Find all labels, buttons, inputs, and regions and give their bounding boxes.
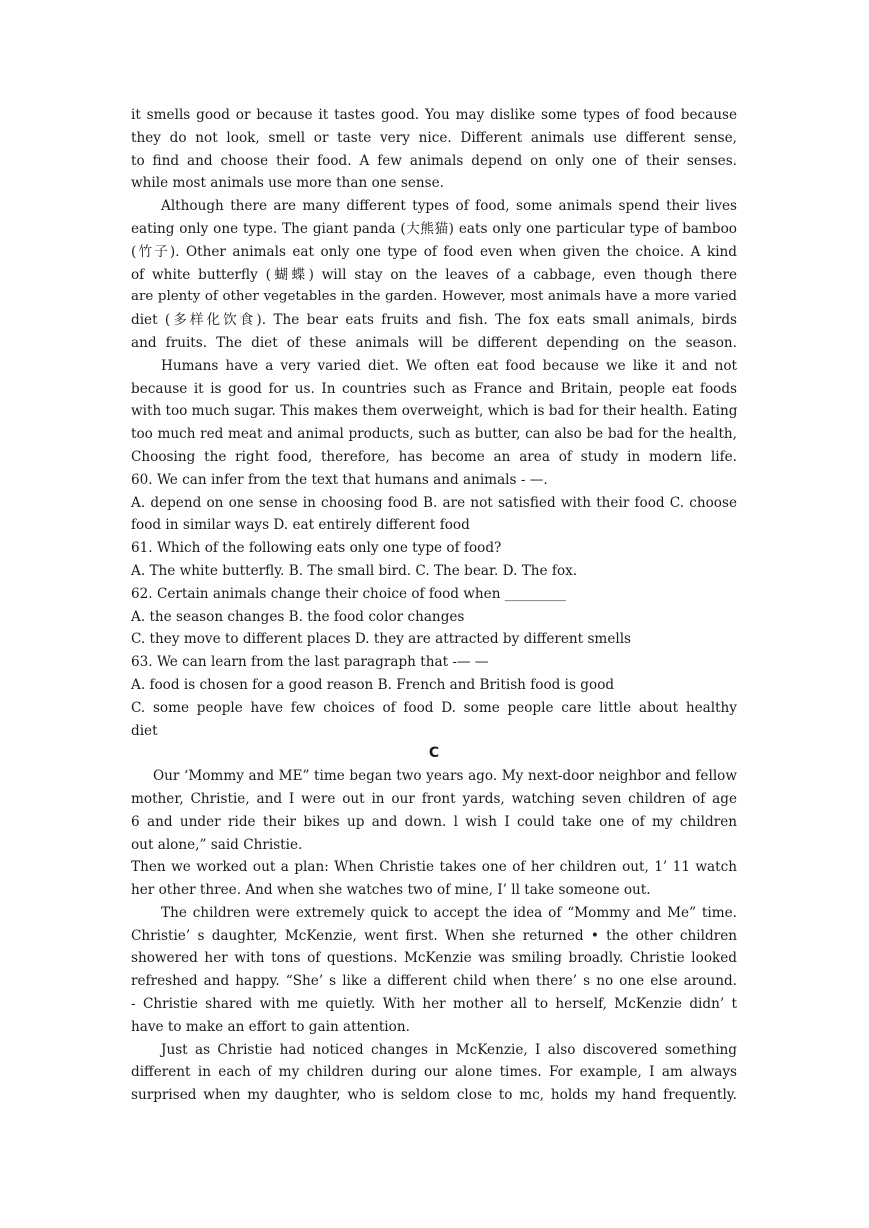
question-62-options-cd: C. they move to different places D. they are attracted by different smells — [131, 631, 632, 648]
question-62-options-ab: A. the season changes B. the food color changes — [131, 608, 465, 625]
question-61-options: A. The white butterfly. B. The small bird. C. The bear. D. The fox. — [131, 562, 578, 579]
text-line: with too much sugar. This makes them overweight, which is bad for their health. Eating — [131, 403, 737, 420]
text-line: eating only one type. The giant panda (大熊猫) eats only one particular type of bamboo — [131, 220, 737, 237]
text-line: (竹子). Other animals eat only one type of food even when given the choice. A kind — [131, 243, 737, 260]
text-line: 6 and under ride their bikes up and down. l wish I could take one of my children — [131, 813, 737, 830]
text-line: are plenty of other vegetables in the garden. However, most animals have a more varied — [131, 289, 737, 305]
paragraph-start-line: Humans have a very varied diet. We often eat food because we like it and not — [161, 357, 737, 374]
text-line: out alone,” said Christie. — [131, 836, 303, 853]
question-60-options-cont: food in similar ways D. eat entirely different food — [131, 517, 470, 534]
question-60: 60. We can infer from the text that humans and animals - —. — [131, 471, 548, 488]
text-line: - Christie shared with me quietly. With her mother all to herself, McKenzie didn’ t — [131, 996, 737, 1013]
text-line: it smells good or because it tastes good. You may dislike some types of food because — [131, 107, 737, 123]
text-line: different in each of my children during our alone times. For example, I am always — [131, 1064, 737, 1081]
question-60-options: A. depend on one sense in choosing food B. are not satisfied with their food C. choose — [131, 494, 737, 511]
text-line: Christie’ s daughter, McKenzie, went first. When she returned • the other children — [131, 927, 737, 944]
text-line: they do not look, smell or taste very nice. Different animals use different sense, — [131, 129, 737, 146]
text-line: refreshed and happy. “She’ s like a different child when there’ s no one else around. — [131, 973, 737, 990]
text-line: surprised when my daughter, who is seldom close to mc, holds my hand frequently. — [131, 1087, 737, 1104]
text-line: showered her with tons of questions. McKenzie was smiling broadly. Christie looked — [131, 950, 737, 967]
section-heading: C — [428, 745, 440, 762]
text-line: because it is good for us. In countries such as France and Britain, people eat foods — [131, 380, 737, 397]
question-63-options-ab: A. food is chosen for a good reason B. French and British food is good — [131, 676, 615, 693]
text-line: mother, Christie, and I were out in our front yards, watching seven children of age — [131, 790, 737, 807]
text-line: her other three. And when she watches two of mine, I’ ll take someone out. — [131, 882, 651, 899]
question-63-options-cont: diet — [131, 722, 158, 739]
text-line: Choosing the right food, therefore, has become an area of study in modern life. — [131, 448, 737, 465]
document-page — [131, 104, 737, 1107]
paragraph-start-line: Although there are many different types of food, some animals spend their lives — [161, 198, 737, 215]
question-61: 61. Which of the following eats only one type of food? — [131, 540, 502, 557]
paragraph-start-line: Our ‘Mommy and ME” time began two years ago. My next-door neighbor and fellow — [153, 768, 737, 785]
text-line: of white butterfly (蝴蝶) will stay on the leaves of a cabbage, even though there — [131, 266, 737, 283]
text-line: and fruits. The diet of these animals will be different depending on the season. — [131, 334, 737, 351]
question-63: 63. We can learn from the last paragraph that -— — — [131, 654, 489, 671]
text-line: have to make an effort to gain attention. — [131, 1018, 410, 1035]
question-63-options-cd: C. some people have few choices of food D. some people care little about healthy — [131, 699, 737, 716]
paragraph-start-line: The children were extremely quick to accept the idea of “Mommy and Me” time. — [161, 904, 737, 921]
paragraph-start-line: Just as Christie had noticed changes in McKenzie, I also discovered something — [161, 1041, 737, 1058]
question-62: 62. Certain animals change their choice of food when _________ — [131, 585, 566, 602]
text-line: diet (多样化饮食). The bear eats fruits and fish. The fox eats small animals, birds — [131, 312, 737, 329]
text-line: too much red meat and animal products, such as butter, can also be bad for the health, — [131, 426, 737, 443]
text-line: Then we worked out a plan: When Christie takes one of her children out, 1’ 11 watch — [131, 859, 737, 876]
text-line: to find and choose their food. A few animals depend on only one of their senses. — [131, 152, 737, 169]
text-line: while most animals use more than one sense. — [131, 175, 444, 192]
